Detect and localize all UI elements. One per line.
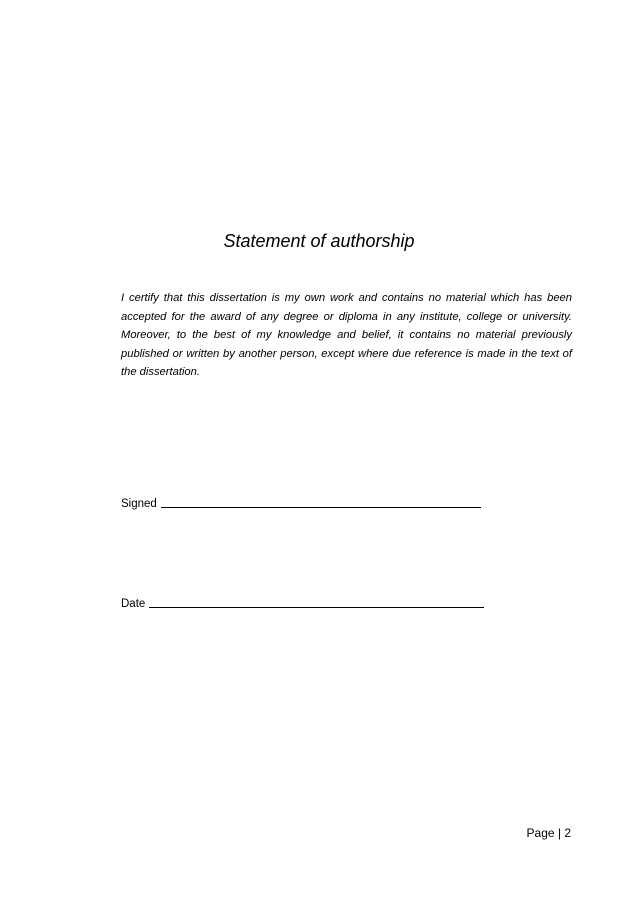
date-blank — [149, 595, 484, 608]
signature-blank — [161, 495, 481, 508]
page-number: Page | 2 — [526, 826, 571, 840]
date-label: Date — [121, 598, 146, 610]
signed-line — [121, 494, 481, 512]
authorship-statement: I certify that this dissertation is my own work and contains no material which has been accepted for the award of any degree or diploma in any institute, college or university. Moreover, to the best of my knowledge and belief, it contains no material previously published or written by another person, except where due reference is made in the text of the dissertation. — [121, 292, 572, 379]
page-title: Statement of authorship — [223, 231, 415, 251]
date-line — [121, 594, 484, 612]
signed-label: Signed — [121, 498, 157, 510]
